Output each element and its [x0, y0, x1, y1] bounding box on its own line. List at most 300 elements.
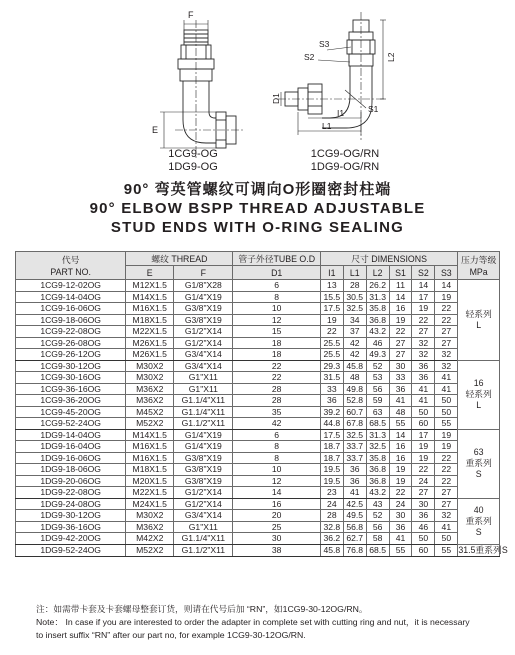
cell-thread-f: G3/8"X19: [174, 314, 233, 326]
technical-drawings: [0, 0, 515, 180]
cell-dim-s3: 55: [435, 418, 458, 430]
cell-dim-l2: 68.5: [366, 418, 389, 430]
cell-thread-e: M36X2: [126, 383, 174, 395]
cell-dim-i1: 23: [320, 487, 343, 499]
table-row: [16, 395, 500, 407]
cell-part-no: 1DG9-22-08OG: [16, 487, 126, 499]
cell-dim-l2: 35.8: [366, 303, 389, 315]
cell-thread-f: G3/8"X19: [174, 303, 233, 315]
cell-thread-e: M42X2: [126, 533, 174, 545]
cell-thread-e: M26X1.5: [126, 337, 174, 349]
cell-thread-e: M16X1.5: [126, 452, 174, 464]
table-row: [16, 464, 500, 476]
cell-dim-l2: 43.2: [366, 326, 389, 338]
cell-thread-e: M30X2: [126, 510, 174, 522]
cell-dim-i1: 36.2: [320, 533, 343, 545]
pressure-line: 轻系列: [465, 389, 492, 399]
cell-tube-od-d1: 25: [233, 521, 320, 533]
cell-part-no: 1CG9-18-06OG: [16, 314, 126, 326]
cell-dim-s2: 22: [412, 464, 435, 476]
header-code-en: PART NO.: [50, 266, 91, 277]
table-body: [16, 280, 508, 557]
cell-dim-s1: 55: [389, 418, 412, 430]
cell-tube-od-d1: 28: [233, 395, 320, 407]
cell-tube-od-d1: 8: [233, 452, 320, 464]
table-row: [16, 383, 500, 395]
header-pressure-cn: 压力等级: [461, 254, 497, 265]
cell-thread-f: G1.1/4"X11: [174, 395, 233, 407]
note-chinese: 注：如需带卡套及卡套螺母整套订货，则请在代号后加 “RN”，如1CG9-30-12OG/RN。: [36, 604, 368, 614]
cell-dim-i1: 45.8: [320, 544, 343, 556]
cell-thread-e: M30X2: [126, 360, 174, 372]
cell-dim-i1: 22: [320, 326, 343, 338]
cell-thread-e: M16X1.5: [126, 303, 174, 315]
cell-tube-od-d1: 42: [233, 418, 320, 430]
cell-part-no: 1DG9-20-06OG: [16, 475, 126, 487]
cell-thread-e: M22X1.5: [126, 326, 174, 338]
cell-dim-s3: 22: [435, 314, 458, 326]
cell-dim-s3: 19: [435, 429, 458, 441]
cell-dim-s1: 55: [389, 544, 412, 556]
cell-dim-s1: 30: [389, 510, 412, 522]
cell-dim-s2: 22: [412, 314, 435, 326]
cell-dim-l1: 48: [343, 372, 366, 384]
pressure-line: S: [475, 526, 482, 537]
cell-tube-od-d1: 30: [233, 533, 320, 545]
cell-part-no: 1CG9-45-20OG: [16, 406, 126, 418]
cell-dim-s1: 19: [389, 464, 412, 476]
cell-dim-l2: 43: [366, 498, 389, 510]
subheader-E: E: [126, 266, 174, 280]
pressure-line: 40: [473, 504, 484, 515]
cell-dim-l2: 31.3: [366, 291, 389, 303]
cell-thread-f: G1/2"X14: [174, 326, 233, 338]
label-E: E: [152, 125, 159, 135]
subheader-L2: L2: [366, 266, 389, 280]
cell-dim-s3: 19: [435, 291, 458, 303]
cell-dim-i1: 25.5: [320, 349, 343, 361]
cell-part-no: 1DG9-42-20OG: [16, 533, 126, 545]
cell-thread-f: G1.1/2"X11: [174, 544, 233, 556]
cell-dim-l1: 32.5: [343, 429, 366, 441]
cell-part-no: 1CG9-30-16OG: [16, 372, 126, 384]
cell-dim-l2: 52: [366, 360, 389, 372]
cell-dim-s3: 50: [435, 406, 458, 418]
cell-tube-od-d1: 22: [233, 360, 320, 372]
cell-tube-od-d1: 22: [233, 372, 320, 384]
cell-tube-od-d1: 8: [233, 291, 320, 303]
label-S1: S1: [368, 104, 379, 114]
cell-tube-od-d1: 38: [233, 544, 320, 556]
cell-dim-s3: 32: [435, 510, 458, 522]
cell-dim-i1: 32.8: [320, 521, 343, 533]
cell-thread-e: M45X2: [126, 406, 174, 418]
cell-dim-l2: 46: [366, 337, 389, 349]
cell-dim-s3: 22: [435, 464, 458, 476]
cell-dim-s2: 14: [412, 280, 435, 292]
pressure-line: 63: [473, 447, 484, 457]
table-header-row-1: [16, 252, 500, 266]
cell-dim-s1: 33: [389, 372, 412, 384]
cell-thread-f: G3/8"X19: [174, 475, 233, 487]
cell-part-no: 1CG9-16-06OG: [16, 303, 126, 315]
cell-dim-i1: 19.5: [320, 475, 343, 487]
cell-dim-s2: 41: [412, 383, 435, 395]
cell-dim-l2: 35.8: [366, 452, 389, 464]
label-F: F: [188, 10, 194, 20]
cell-part-no: 1CG9-36-16OG: [16, 383, 126, 395]
cell-dim-s3: 50: [435, 395, 458, 407]
cell-dim-l2: 68.5: [366, 544, 389, 556]
cell-part-no: 1CG9-26-12OG: [16, 349, 126, 361]
cell-part-no: 1DG9-14-04OG: [16, 429, 126, 441]
cell-dim-s1: 48: [389, 406, 412, 418]
cell-dim-l2: 56: [366, 383, 389, 395]
header-tube-od: 管子外径TUBE O.D: [233, 252, 320, 266]
cell-dim-l1: 33.7: [343, 452, 366, 464]
cell-dim-i1: 15.5: [320, 291, 343, 303]
table-row: [16, 475, 500, 487]
table-row: [16, 510, 500, 522]
cell-dim-s2: 36: [412, 510, 435, 522]
subheader-F: F: [174, 266, 233, 280]
cell-dim-s2: 30: [412, 498, 435, 510]
pressure-line: 重系列: [465, 458, 492, 468]
cell-tube-od-d1: 12: [233, 475, 320, 487]
cell-thread-f: G1"X11: [174, 521, 233, 533]
cell-dim-i1: 39.2: [320, 406, 343, 418]
cell-pressure-class: [458, 360, 500, 429]
cell-dim-l1: 49.5: [343, 510, 366, 522]
cell-dim-s3: 22: [435, 452, 458, 464]
table-row: [16, 406, 500, 418]
cell-thread-e: M12X1.5: [126, 280, 174, 292]
left-model-names: [143, 148, 243, 174]
cell-dim-s1: 16: [389, 303, 412, 315]
cell-thread-f: G1/2"X14: [174, 337, 233, 349]
cell-dim-l1: 42.5: [343, 498, 366, 510]
cell-dim-s3: 27: [435, 487, 458, 499]
table-row: [16, 360, 500, 372]
cell-dim-l2: 36.8: [366, 314, 389, 326]
cell-thread-e: M22X1.5: [126, 487, 174, 499]
cell-dim-s3: 55: [435, 544, 458, 556]
cell-dim-s2: 19: [412, 441, 435, 453]
cell-dim-i1: 17.5: [320, 303, 343, 315]
pressure-line: S: [475, 469, 482, 479]
subheader-I1: I1: [320, 266, 343, 280]
pressure-line: 轻系列: [465, 308, 492, 319]
cell-dim-l1: 42: [343, 337, 366, 349]
cell-dim-s3: 41: [435, 383, 458, 395]
cell-tube-od-d1: 20: [233, 510, 320, 522]
cell-dim-s1: 22: [389, 487, 412, 499]
pressure-line: 重系列: [465, 515, 492, 526]
cell-thread-e: M18X1.5: [126, 314, 174, 326]
cell-dim-l1: 60.7: [343, 406, 366, 418]
right-model-names: [290, 148, 400, 174]
cell-dim-s3: 50: [435, 533, 458, 545]
cell-thread-e: M36X2: [126, 395, 174, 407]
cell-dim-l1: 49.8: [343, 383, 366, 395]
header-pressure: [458, 252, 500, 280]
cell-dim-l1: 76.8: [343, 544, 366, 556]
cell-tube-od-d1: 35: [233, 406, 320, 418]
pressure-line: 16: [473, 378, 484, 388]
cell-thread-f: G1/4"X19: [174, 441, 233, 453]
table-row: [16, 337, 500, 349]
cell-dim-s3: 27: [435, 498, 458, 510]
label-S3: S3: [319, 39, 330, 49]
elbow-drawing-left: [160, 20, 245, 160]
cell-dim-l1: 45.8: [343, 360, 366, 372]
cell-dim-s3: 14: [435, 280, 458, 292]
cell-dim-l1: 67.8: [343, 418, 366, 430]
model-1cg9-og-rn: 1CG9-OG/RN: [310, 148, 380, 160]
cell-dim-s1: 14: [389, 429, 412, 441]
cell-dim-i1: 28: [320, 510, 343, 522]
cell-dim-l1: 41: [343, 487, 366, 499]
label-I1: I1: [337, 108, 345, 118]
elbow-drawing-right: [278, 12, 386, 140]
cell-part-no: 1DG9-16-06OG: [16, 452, 126, 464]
title-english-line1: 90° ELBOW BSPP THREAD ADJUSTABLE: [89, 200, 426, 217]
cell-part-no: 1DG9-52-24OG: [16, 544, 126, 556]
cell-dim-s1: 36: [389, 521, 412, 533]
cell-thread-e: M26X1.5: [126, 349, 174, 361]
cell-dim-s3: 27: [435, 326, 458, 338]
cell-part-no: 1DG9-16-04OG: [16, 441, 126, 453]
cell-dim-l1: 30.5: [343, 291, 366, 303]
label-L2: L2: [386, 52, 396, 62]
cell-thread-f: G1"X11: [174, 372, 233, 384]
cell-dim-s1: 41: [389, 533, 412, 545]
cell-dim-i1: 13: [320, 280, 343, 292]
cell-dim-l2: 59: [366, 395, 389, 407]
cell-thread-f: G1"X11: [174, 383, 233, 395]
header-pressure-en: MPa: [469, 266, 488, 277]
note-english-line2: to insert suffix “RN” after our part no, for example 1CG9-30-12OG/RN.: [36, 630, 306, 640]
cell-dim-l1: 28: [343, 280, 366, 292]
cell-tube-od-d1: 12: [233, 314, 320, 326]
title-block: [0, 180, 515, 237]
header-code-cn: 代号: [61, 254, 80, 265]
pressure-line: L: [476, 400, 482, 410]
table-row: [16, 487, 500, 499]
cell-dim-s1: 27: [389, 337, 412, 349]
pressure-line: L: [476, 319, 482, 330]
cell-thread-e: M36X2: [126, 521, 174, 533]
table-row: [16, 349, 500, 361]
cell-tube-od-d1: 18: [233, 337, 320, 349]
cell-dim-s1: 30: [389, 360, 412, 372]
cell-dim-s2: 36: [412, 372, 435, 384]
cell-dim-i1: 33: [320, 383, 343, 395]
cell-tube-od-d1: 14: [233, 487, 320, 499]
cell-tube-od-d1: 10: [233, 464, 320, 476]
cell-dim-l2: 26.2: [366, 280, 389, 292]
cell-tube-od-d1: 6: [233, 280, 320, 292]
subheader-D1: D1: [233, 266, 320, 280]
cell-dim-s1: 41: [389, 395, 412, 407]
cell-dim-s2: 27: [412, 487, 435, 499]
cell-dim-i1: 17.5: [320, 429, 343, 441]
cell-dim-s2: 60: [412, 418, 435, 430]
cell-dim-s2: 19: [412, 303, 435, 315]
subheader-L1: L1: [343, 266, 366, 280]
table-row: [16, 314, 500, 326]
cell-part-no: 1CG9-30-12OG: [16, 360, 126, 372]
cell-dim-s1: 19: [389, 475, 412, 487]
subheader-S2: S2: [412, 266, 435, 280]
cell-dim-s1: 22: [389, 326, 412, 338]
cell-tube-od-d1: 10: [233, 303, 320, 315]
cell-dim-s1: 14: [389, 291, 412, 303]
cell-thread-f: G1.1/4"X11: [174, 406, 233, 418]
cell-thread-f: G3/4"X14: [174, 349, 233, 361]
cell-dim-l2: 36.8: [366, 475, 389, 487]
cell-part-no: 1CG9-22-08OG: [16, 326, 126, 338]
label-D1: D1: [271, 93, 281, 104]
cell-dim-s1: 24: [389, 498, 412, 510]
cell-dim-s1: 16: [389, 452, 412, 464]
cell-dim-s3: 41: [435, 521, 458, 533]
table-row: [16, 372, 500, 384]
cell-thread-f: G1.1/4"X11: [174, 533, 233, 545]
fitting-drawings-svg: [0, 0, 515, 180]
cell-dim-i1: 25.5: [320, 337, 343, 349]
cell-thread-f: G1/2"X14: [174, 498, 233, 510]
table-row: [16, 544, 500, 556]
cell-thread-f: G1/4"X19: [174, 291, 233, 303]
cell-dim-i1: 29.3: [320, 360, 343, 372]
cell-pressure-class: [458, 544, 508, 556]
cell-dim-l2: 58: [366, 533, 389, 545]
header-thread: 螺纹 THREAD: [126, 252, 233, 266]
cell-part-no: 1DG9-36-16OG: [16, 521, 126, 533]
table-row: [16, 441, 500, 453]
table-row: [16, 429, 500, 441]
cell-thread-e: M14X1.5: [126, 429, 174, 441]
cell-dim-s2: 36: [412, 360, 435, 372]
cell-thread-f: G1/2"X14: [174, 487, 233, 499]
header-dimensions: 尺寸 DIMENSIONS: [320, 252, 457, 266]
cell-dim-l1: 37: [343, 326, 366, 338]
cell-dim-l2: 32.5: [366, 441, 389, 453]
cell-part-no: 1DG9-24-08OG: [16, 498, 126, 510]
cell-dim-s1: 11: [389, 280, 412, 292]
cell-dim-i1: 44.8: [320, 418, 343, 430]
cell-part-no: 1DG9-30-12OG: [16, 510, 126, 522]
dimensions-table: [15, 251, 508, 557]
cell-tube-od-d1: 15: [233, 326, 320, 338]
cell-dim-l2: 36.8: [366, 464, 389, 476]
cell-dim-l2: 52: [366, 510, 389, 522]
model-1cg9-og: 1CG9-OG: [168, 148, 218, 160]
header-part-no: [16, 252, 126, 280]
cell-part-no: 1DG9-18-06OG: [16, 464, 126, 476]
cell-thread-e: M52X2: [126, 418, 174, 430]
cell-part-no: 1CG9-52-24OG: [16, 418, 126, 430]
model-1dg9-og-rn: 1DG9-OG/RN: [310, 161, 380, 173]
cell-dim-s1: 19: [389, 314, 412, 326]
cell-dim-l1: 36: [343, 464, 366, 476]
table-row: [16, 498, 500, 510]
label-L1: L1: [322, 121, 332, 131]
cell-dim-l1: 62.7: [343, 533, 366, 545]
cell-part-no: 1CG9-36-20OG: [16, 395, 126, 407]
cell-dim-i1: 19.5: [320, 464, 343, 476]
cell-dim-l2: 49.3: [366, 349, 389, 361]
cell-thread-e: M18X1.5: [126, 464, 174, 476]
cell-dim-i1: 18.7: [320, 441, 343, 453]
cell-dim-s2: 17: [412, 291, 435, 303]
cell-part-no: 1CG9-26-08OG: [16, 337, 126, 349]
cell-dim-l1: 34: [343, 314, 366, 326]
cell-thread-e: M14X1.5: [126, 291, 174, 303]
cell-dim-l2: 31.3: [366, 429, 389, 441]
label-S2: S2: [304, 52, 315, 62]
cell-dim-l1: 42: [343, 349, 366, 361]
cell-pressure-class: [458, 498, 500, 544]
table-row: [16, 303, 500, 315]
cell-dim-s3: 19: [435, 441, 458, 453]
cell-thread-f: G3/8"X19: [174, 464, 233, 476]
cell-thread-e: M16X1.5: [126, 441, 174, 453]
cell-dim-l1: 36: [343, 475, 366, 487]
cell-dim-s1: 16: [389, 441, 412, 453]
cell-part-no: 1CG9-12-02OG: [16, 280, 126, 292]
cell-dim-s2: 32: [412, 349, 435, 361]
cell-thread-f: G3/8"X19: [174, 452, 233, 464]
cell-thread-f: G1/8"X28: [174, 280, 233, 292]
cell-tube-od-d1: 8: [233, 441, 320, 453]
cell-dim-s3: 22: [435, 475, 458, 487]
cell-dim-s3: 32: [435, 360, 458, 372]
table-row: [16, 533, 500, 545]
cell-dim-l1: 33.7: [343, 441, 366, 453]
cell-thread-f: G1/4"X19: [174, 429, 233, 441]
subheader-S3: S3: [435, 266, 458, 280]
cell-dim-i1: 19: [320, 314, 343, 326]
cell-dim-s3: 27: [435, 337, 458, 349]
cell-dim-s2: 46: [412, 521, 435, 533]
cell-dim-s3: 22: [435, 303, 458, 315]
cell-thread-f: G3/4"X14: [174, 360, 233, 372]
cell-dim-s2: 50: [412, 406, 435, 418]
cell-tube-od-d1: 28: [233, 383, 320, 395]
cell-dim-i1: 36: [320, 395, 343, 407]
cell-dim-l1: 52.8: [343, 395, 366, 407]
cell-thread-e: M20X1.5: [126, 475, 174, 487]
cell-dim-s3: 41: [435, 372, 458, 384]
table-row: [16, 521, 500, 533]
cell-dim-l2: 63: [366, 406, 389, 418]
note-english-line1: Note： In case if you are interested to order the adapter in complete set with cutting ring and nut，it is necessary: [36, 617, 470, 627]
cell-dim-s1: 36: [389, 383, 412, 395]
title-chinese: 90° 弯英管螺纹可调向O形圈密封柱端: [123, 181, 392, 198]
cell-pressure-class: [458, 429, 500, 498]
cell-dim-l2: 43.2: [366, 487, 389, 499]
cell-dim-s2: 60: [412, 544, 435, 556]
cell-dim-s2: 24: [412, 475, 435, 487]
cell-tube-od-d1: 18: [233, 349, 320, 361]
cell-dim-l2: 53: [366, 372, 389, 384]
cell-dim-l1: 56.8: [343, 521, 366, 533]
cell-dim-s2: 19: [412, 452, 435, 464]
cell-tube-od-d1: 6: [233, 429, 320, 441]
cell-dim-l2: 56: [366, 521, 389, 533]
